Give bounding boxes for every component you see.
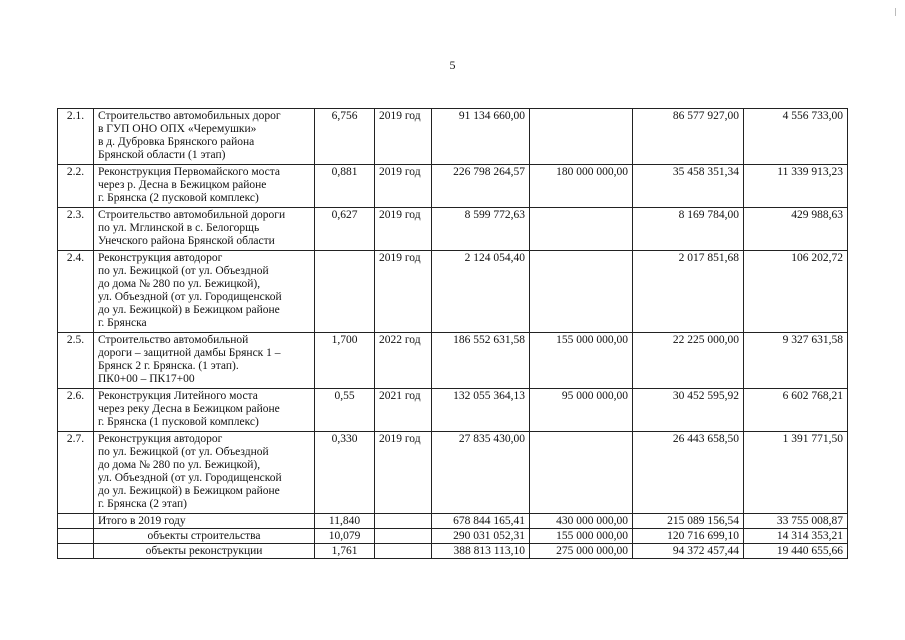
page-number: 5 — [449, 58, 456, 72]
table-row — [58, 251, 848, 333]
local-amount: 106 202,72 — [744, 251, 848, 333]
project-name — [94, 208, 315, 251]
project-name-line: г. Брянска (2 пусковой комплекс) — [98, 192, 259, 204]
length-km — [315, 251, 375, 333]
row-number: 2.7. — [58, 432, 94, 514]
regional-amount: 2 017 851,68 — [633, 251, 744, 333]
length-km: 0,55 — [315, 389, 375, 432]
length-km: 0,881 — [315, 165, 375, 208]
total-amount: 8 599 772,63 — [432, 208, 530, 251]
length-km: 0,330 — [315, 432, 375, 514]
total-amount: 27 835 430,00 — [432, 432, 530, 514]
project-name-line: в д. Дубровка Брянского района — [98, 136, 255, 148]
totals-label: объекты строительства — [94, 529, 315, 544]
project-name-line: Реконструкция Первомайского моста — [98, 166, 281, 178]
project-name-line: через реку Десна в Бежицком районе — [98, 403, 280, 415]
totals-row — [58, 514, 848, 529]
length-km: 1,700 — [315, 333, 375, 389]
project-name-line: до ул. Бежицкой) в Бежицком районе — [98, 485, 280, 497]
completion-year: 2019 год — [375, 251, 432, 333]
totals-row — [58, 544, 848, 559]
project-name-line: дороги – защитной дамбы Брянск 1 – — [98, 347, 281, 359]
totals-total: 388 813 113,10 — [432, 544, 530, 559]
project-name — [94, 333, 315, 389]
project-name-line: Строительство автомобильной — [98, 334, 249, 346]
totals-regional: 215 089 156,54 — [633, 514, 744, 529]
row-number: 2.3. — [58, 208, 94, 251]
total-amount: 226 798 264,57 — [432, 165, 530, 208]
row-number: 2.4. — [58, 251, 94, 333]
totals-total: 678 844 165,41 — [432, 514, 530, 529]
totals-regional: 120 716 699,10 — [633, 529, 744, 544]
project-name-line: Реконструкция автодорог — [98, 252, 223, 264]
totals-local: 33 755 008,87 — [744, 514, 848, 529]
project-name-line: г. Брянска (1 пусковой комплекс) — [98, 416, 259, 428]
empty-cell — [58, 529, 94, 544]
empty-cell — [375, 514, 432, 529]
project-name-line: ПК0+00 – ПК17+00 — [98, 373, 195, 385]
totals-label: Итого в 2019 году — [94, 514, 315, 529]
project-name-line: по ул. Бежицкой (от ул. Объездной — [98, 446, 269, 458]
table-row — [58, 208, 848, 251]
table-row — [58, 165, 848, 208]
totals-local: 19 440 655,66 — [744, 544, 848, 559]
project-name-line: в ГУП ОНО ОПХ «Черемушки» — [98, 123, 257, 135]
project-name-line: до ул. Бежицкой) в Бежицком районе — [98, 304, 280, 316]
project-name — [94, 389, 315, 432]
table-body — [58, 109, 848, 559]
table-row — [58, 389, 848, 432]
total-amount: 132 055 364,13 — [432, 389, 530, 432]
project-name-line: по ул. Бежицкой (от ул. Объездной — [98, 265, 269, 277]
project-name-line: Реконструкция Литейного моста — [98, 390, 258, 402]
project-name-line: ул. Объездной (от ул. Городищенской — [98, 472, 282, 484]
empty-cell — [375, 529, 432, 544]
project-name-line: до дома № 280 по ул. Бежицкой), — [98, 278, 261, 290]
totals-length: 10,079 — [315, 529, 375, 544]
total-amount: 2 124 054,40 — [432, 251, 530, 333]
local-amount: 1 391 771,50 — [744, 432, 848, 514]
project-name-line: ул. Объездной (от ул. Городищенской — [98, 291, 282, 303]
local-amount: 429 988,63 — [744, 208, 848, 251]
completion-year: 2021 год — [375, 389, 432, 432]
row-number: 2.1. — [58, 109, 94, 165]
total-amount: 186 552 631,58 — [432, 333, 530, 389]
completion-year: 2019 год — [375, 432, 432, 514]
total-amount: 91 134 660,00 — [432, 109, 530, 165]
totals-federal: 430 000 000,00 — [530, 514, 633, 529]
project-name-line: по ул. Мглинской в с. Белогорщь — [98, 222, 260, 234]
table-row — [58, 109, 848, 165]
project-name-line: через р. Десна в Бежицком районе — [98, 179, 267, 191]
empty-cell — [58, 544, 94, 559]
length-km: 0,627 — [315, 208, 375, 251]
project-name-line: г. Брянска — [98, 317, 147, 329]
project-name-line: Строительство автомобильных дорог — [98, 110, 281, 122]
regional-amount: 22 225 000,00 — [633, 333, 744, 389]
completion-year: 2019 год — [375, 208, 432, 251]
project-name-line: Реконструкция автодорог — [98, 433, 223, 445]
local-amount: 11 339 913,23 — [744, 165, 848, 208]
totals-length: 1,761 — [315, 544, 375, 559]
federal-amount: 95 000 000,00 — [530, 389, 633, 432]
federal-amount — [530, 432, 633, 514]
totals-federal: 155 000 000,00 — [530, 529, 633, 544]
project-name — [94, 165, 315, 208]
totals-label: объекты реконструкции — [94, 544, 315, 559]
regional-amount: 86 577 927,00 — [633, 109, 744, 165]
project-name-line: г. Брянска (2 этап) — [98, 498, 187, 510]
completion-year: 2019 год — [375, 109, 432, 165]
local-amount: 9 327 631,58 — [744, 333, 848, 389]
project-name — [94, 109, 315, 165]
regional-amount: 30 452 595,92 — [633, 389, 744, 432]
federal-amount — [530, 109, 633, 165]
regional-amount: 35 458 351,34 — [633, 165, 744, 208]
project-name — [94, 251, 315, 333]
length-km: 6,756 — [315, 109, 375, 165]
totals-regional: 94 372 457,44 — [633, 544, 744, 559]
row-number: 2.6. — [58, 389, 94, 432]
project-name — [94, 432, 315, 514]
federal-amount — [530, 251, 633, 333]
local-amount: 6 602 768,21 — [744, 389, 848, 432]
completion-year: 2022 год — [375, 333, 432, 389]
row-number: 2.5. — [58, 333, 94, 389]
totals-length: 11,840 — [315, 514, 375, 529]
project-name-line: Унечского района Брянской области — [98, 235, 275, 247]
road-projects-table — [57, 108, 848, 559]
project-name-line: до дома № 280 по ул. Бежицкой), — [98, 459, 261, 471]
local-amount: 4 556 733,00 — [744, 109, 848, 165]
federal-amount: 180 000 000,00 — [530, 165, 633, 208]
project-name-line: Брянской области (1 этап) — [98, 149, 226, 161]
edge-mark — [895, 8, 896, 16]
table-row — [58, 432, 848, 514]
empty-cell — [375, 544, 432, 559]
totals-row — [58, 529, 848, 544]
table-row — [58, 333, 848, 389]
regional-amount: 26 443 658,50 — [633, 432, 744, 514]
project-name-line: Строительство автомобильной дороги — [98, 209, 286, 221]
project-name-line: Брянск 2 г. Брянска. (1 этап). — [98, 360, 239, 372]
federal-amount — [530, 208, 633, 251]
completion-year: 2019 год — [375, 165, 432, 208]
totals-local: 14 314 353,21 — [744, 529, 848, 544]
federal-amount: 155 000 000,00 — [530, 333, 633, 389]
regional-amount: 8 169 784,00 — [633, 208, 744, 251]
totals-federal: 275 000 000,00 — [530, 544, 633, 559]
empty-cell — [58, 514, 94, 529]
row-number: 2.2. — [58, 165, 94, 208]
totals-total: 290 031 052,31 — [432, 529, 530, 544]
